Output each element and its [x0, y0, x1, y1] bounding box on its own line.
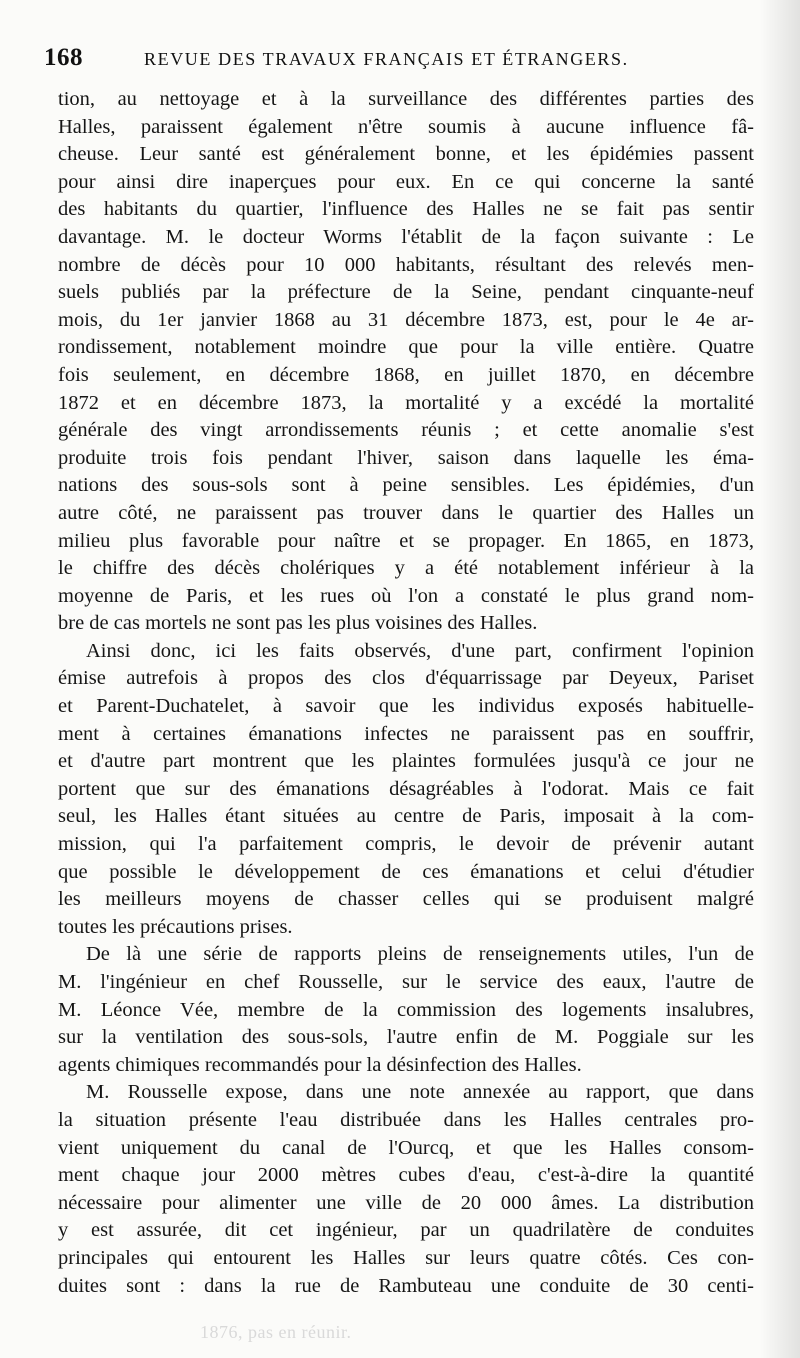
paragraph [58, 1079, 754, 1300]
text-line: milieu plus favorable pour naître et se propager. En 1865, en 1873, [58, 529, 754, 552]
body-text [58, 86, 754, 1300]
running-head: REVUE DES TRAVAUX FRANÇAIS ET ÉTRANGERS. [144, 49, 629, 69]
text-line: y est assurée, dit cet ingénieur, par un quadrilatère de conduites [58, 1219, 754, 1242]
text-line: moyenne de Paris, et les rues où l'on a constaté le plus grand nom- [58, 584, 754, 607]
text-line: bre de cas mortels ne sont pas les plus voisines des Halles. [58, 612, 538, 635]
text-line: agents chimiques recommandés pour la désinfection des Halles. [58, 1053, 582, 1076]
text-line: et d'autre part montrent que les plaintes formulées jusqu'à ce jour ne [58, 750, 754, 773]
text-line: produite trois fois pendant l'hiver, saison dans laquelle les éma- [58, 446, 754, 469]
text-line: De là une série de rapports pleins de renseignements utiles, l'un de [86, 943, 754, 966]
text-line: duites sont : dans la rue de Rambuteau une conduite de 30 centi- [58, 1274, 754, 1297]
text-line: et Parent-Duchatelet, à savoir que les individus exposés habituelle- [58, 695, 754, 718]
text-line: Ainsi donc, ici les faits observés, d'une part, confirment l'opinion [86, 639, 754, 662]
text-line: fois seulement, en décembre 1868, en juillet 1870, en décembre [58, 363, 754, 386]
text-line: suels publiés par la préfecture de la Seine, pendant cinquante-neuf [58, 281, 754, 304]
text-line: la situation présente l'eau distribuée dans les Halles centrales pro- [58, 1108, 754, 1131]
page-header [44, 44, 664, 80]
text-line: émise autrefois à propos des clos d'équarrissage par Deyeux, Pariset [58, 667, 754, 690]
text-line: Halles, paraissent également n'être soumis à aucune influence fâ- [58, 115, 754, 138]
paragraph [58, 638, 754, 942]
text-line: portent que sur des émanations désagréables à l'odorat. Mais ce fait [58, 777, 754, 800]
paragraph [58, 86, 754, 638]
text-line: le chiffre des décès cholériques y a été notablement inférieur à la [58, 557, 754, 580]
text-line: nécessaire pour alimenter une ville de 20 000 âmes. La distribution [58, 1191, 754, 1214]
text-line: vient uniquement du canal de l'Ourcq, et que les Halles consom- [58, 1136, 754, 1159]
text-line: davantage. M. le docteur Worms l'établit de la façon suivante : Le [58, 225, 754, 248]
text-line: M. Léonce Vée, membre de la commission des logements insalubres, [58, 998, 754, 1021]
text-line: sur la ventilation des sous-sols, l'autre enfin de M. Poggiale sur les [58, 1026, 754, 1049]
text-line: générale des vingt arrondissements réunis ; et cette anomalie s'est [58, 419, 754, 442]
text-line: des habitants du quartier, l'influence des Halles ne se fait pas sentir [58, 198, 754, 221]
text-line: toutes les précautions prises. [58, 915, 293, 938]
text-line: tion, au nettoyage et à la surveillance des différentes parties des [58, 88, 754, 110]
text-line: mission, qui l'a parfaitement compris, le devoir de prévenir autant [58, 833, 754, 856]
text-line: les meilleurs moyens de chasser celles qui se produisent malgré [58, 888, 754, 911]
page-number: 168 [44, 44, 83, 71]
text-line: rondissement, notablement moindre que pour la ville entière. Quatre [58, 336, 754, 359]
text-line: seul, les Halles étant situées au centre de Paris, imposait à la com- [58, 805, 754, 828]
text-line: nombre de décès pour 10 000 habitants, résultant des relevés men- [58, 253, 754, 276]
text-line: pour ainsi dire inaperçues pour eux. En ce qui concerne la santé [58, 170, 754, 193]
text-line: que possible le développement de ces émanations et celui d'étudier [58, 860, 754, 883]
bleed-through-text: 1876, pas en réunir. [200, 1322, 352, 1342]
paragraph [58, 941, 754, 1079]
text-line: principales qui entourent les Halles sur leurs quatre côtés. Ces con- [58, 1246, 754, 1269]
text-line: ment chaque jour 2000 mètres cubes d'eau, c'est-à-dire la quantité [58, 1164, 754, 1187]
text-line: M. l'ingénieur en chef Rousselle, sur le service des eaux, l'autre de [58, 971, 754, 993]
text-line: nations des sous-sols sont à peine sensibles. Les épidémies, d'un [58, 474, 754, 497]
text-line: M. Rousselle expose, dans une note annexée au rapport, que dans [86, 1081, 754, 1104]
text-line: cheuse. Leur santé est généralement bonne, et les épidémies passent [58, 143, 754, 166]
text-line: ment à certaines émanations infectes ne paraissent pas en souffrir, [58, 722, 754, 745]
text-line: autre côté, ne paraissent pas trouver dans le quartier des Halles un [58, 501, 754, 524]
text-line: 1872 et en décembre 1873, la mortalité y a excédé la mortalité [58, 391, 754, 414]
page-edge-shadow [760, 0, 800, 1358]
text-line: mois, du 1er janvier 1868 au 31 décembre 1873, est, pour le 4e ar- [58, 308, 754, 331]
